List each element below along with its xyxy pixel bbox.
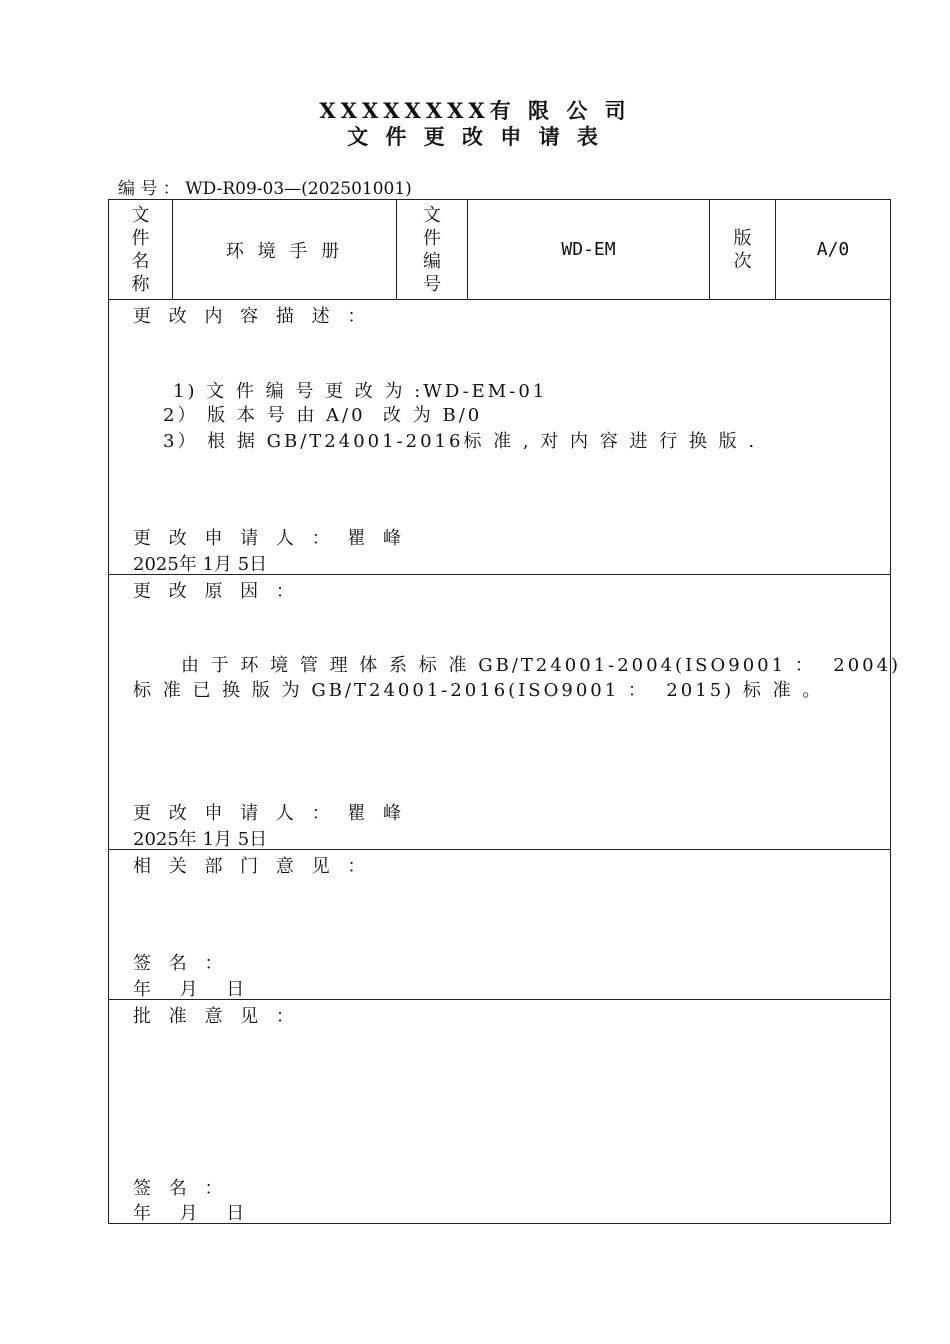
version-value: A/0 xyxy=(776,200,891,300)
dept-signature: 签 名 ： xyxy=(133,953,229,974)
reason-text-line-1: 由 于 环 境 管 理 体 系 标 准 GB/T24001-2004(ISO9001 ： 2004) xyxy=(181,655,902,676)
doc-name-label: 文 件 名 称 xyxy=(109,200,173,300)
change-content-row xyxy=(109,300,891,575)
reason-applicant: 更 改 申 请 人 ： 瞿 峰 xyxy=(133,803,408,824)
change-request-form xyxy=(108,199,902,1224)
approval-opinion-section xyxy=(109,1000,891,1224)
dept-opinion-section xyxy=(109,850,891,1000)
approval-opinion-row xyxy=(109,1000,891,1224)
change-content-label: 更 改 内 容 描 述 ： xyxy=(133,306,372,327)
change-item-3: 3） 根 据 GB/T24001-2016标 准 , 对 内 容 进 行 换 版 . xyxy=(163,431,758,452)
form-title: 文 件 更 改 申 请 表 xyxy=(347,124,603,149)
version-label: 版 次 xyxy=(710,200,776,300)
document-number: 编 号 ： WD-R09-03—(202501001) xyxy=(118,179,412,199)
change-reason-section xyxy=(109,575,902,850)
change-reason-row xyxy=(109,575,891,850)
approval-date: 年 月 日 xyxy=(133,1203,245,1224)
change-reason-label: 更 改 原 因 ： xyxy=(133,581,300,602)
info-row xyxy=(109,200,891,300)
change-applicant: 更 改 申 请 人 ： 瞿 峰 xyxy=(133,528,408,549)
reason-text-line-2: 标 准 已 换 版 为 GB/T24001-2016(ISO9001 ： 2015) 标 准 。 xyxy=(133,680,824,701)
doc-number-value: WD-EM xyxy=(468,200,710,300)
change-item-1: 1) 文 件 编 号 更 改 为 :WD-EM-01 xyxy=(173,381,548,402)
approval-opinion-label: 批 准 意 见 ： xyxy=(133,1006,300,1027)
change-item-2: 2） 版 本 号 由 A/0 改 为 B/0 xyxy=(163,405,483,426)
change-content-section xyxy=(109,300,891,575)
dept-date: 年 月 日 xyxy=(133,979,245,1000)
approval-signature: 签 名 ： xyxy=(133,1178,229,1199)
company-name: XXXXXXXX有 限 公 司 xyxy=(319,98,631,123)
dept-opinion-row xyxy=(109,850,891,1000)
change-date: 2025年 1月 5日 xyxy=(133,554,268,575)
reason-date: 2025年 1月 5日 xyxy=(133,829,268,850)
doc-number-label: 文 件 编 号 xyxy=(397,200,468,300)
doc-name-value: 环 境 手 册 xyxy=(173,200,397,300)
dept-opinion-label: 相 关 部 门 意 见 ： xyxy=(133,856,372,877)
